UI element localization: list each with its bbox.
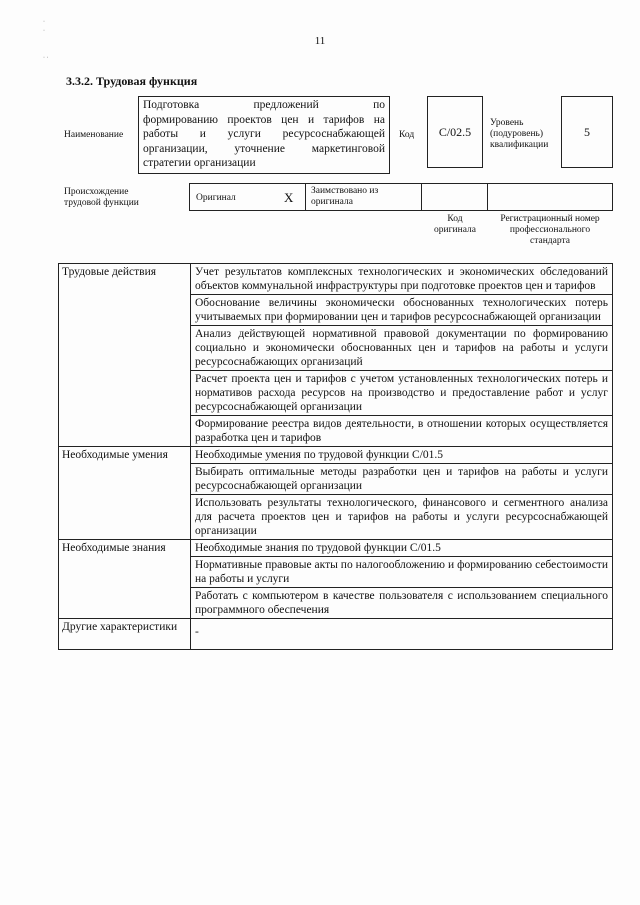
borrowed-cell	[311, 186, 419, 208]
name-label: Наименование	[64, 130, 124, 140]
table-cell: Использовать результаты технологического, финансового и сегментного анализа для расчета проектов цен и тарифов на работы и услуги ресурсоснабжающей организации	[191, 495, 613, 540]
table-cell: Необходимые знания по трудовой функции С/01.5	[191, 540, 613, 557]
table-row	[59, 447, 613, 464]
table-cell: -	[191, 619, 613, 650]
reg-number-line: профессионального	[509, 225, 591, 235]
origin-label-line: трудовой функции	[64, 198, 139, 208]
table-cell: Расчет проекта цен и тарифов с учетом установленных технологических потерь и нормативов расхода ресурсов на производство и предоставление работ и услуг ресурсоснабжающей организации	[191, 371, 613, 416]
borrowed-label-line: Заимствовано из	[311, 186, 379, 196]
page-number: 11	[314, 35, 326, 47]
row-label: Необходимые знания	[59, 540, 191, 619]
table-cell: Работать с компьютером в качестве пользователя с использованием специального программного обеспечения	[191, 588, 613, 619]
code-original-line: оригинала	[434, 225, 476, 235]
level-label	[490, 118, 548, 151]
row-label: Трудовые действия	[59, 264, 191, 447]
table-row	[59, 264, 613, 295]
code-value: C/02.5	[438, 124, 472, 139]
divider	[421, 184, 422, 210]
borrowed-label-line: оригинала	[311, 197, 353, 207]
reg-number-line: Регистрационный номер	[500, 214, 600, 224]
table-cell: Обоснование величины экономически обоснованных технологических потерь учитываемых при формировании цен и тарифов ресурсоснабжающей организации	[191, 295, 613, 326]
table-cell: Анализ действующей нормативной правовой документации по формированию социально и экономически обоснованных цен и тарифов на работы и услуги ресурсоснабжающих организаций	[191, 326, 613, 371]
function-name-line: формированию проектов цен и тарифов на	[143, 113, 385, 126]
original-label: Оригинал	[196, 193, 236, 203]
level-value-box	[561, 96, 613, 168]
function-details-table	[58, 263, 613, 650]
level-label-line: Уровень	[490, 118, 524, 128]
table-cell: Необходимые умения по трудовой функции С/01.5	[191, 447, 613, 464]
level-label-line: (подуровень)	[490, 129, 544, 139]
table-cell: Учет результатов комплексных технологических и экономических обследований объектов коммунальной инфраструктуры при подготовке проектов цен и тарифов	[191, 264, 613, 295]
section-heading: 3.3.2. Трудовая функция	[66, 74, 198, 88]
code-original-line: Код	[447, 214, 463, 224]
function-name-box	[138, 96, 390, 174]
scan-specks: · · · ·	[43, 19, 49, 61]
original-mark: X	[284, 190, 294, 205]
table-row	[59, 540, 613, 557]
divider	[487, 184, 488, 210]
original-cell	[190, 184, 306, 210]
origin-row	[189, 183, 613, 211]
origin-label-line: Происхождение	[64, 187, 129, 197]
reg-number-line: стандарта	[530, 236, 570, 246]
table-row	[59, 619, 613, 650]
function-name-line: организации, уточнение маркетинговой	[143, 142, 385, 155]
table-cell: Выбирать оптимальные методы разработки цен и тарифов на работы и услуги ресурсоснабжающей организации	[191, 464, 613, 495]
function-name-line: работы и услуги ресурсоснабжающей	[143, 128, 385, 140]
table-cell: Формирование реестра видов деятельности, в отношении которых осуществляется разработка цен и тарифов	[191, 416, 613, 447]
table-cell: Нормативные правовые акты по налогообложению и формированию себестоимости на работы и услуги	[191, 557, 613, 588]
code-original-caption	[424, 214, 486, 236]
level-label-line: квалификации	[490, 140, 549, 150]
function-name-line: Подготовка предложений по	[143, 99, 385, 111]
origin-label	[64, 187, 139, 209]
code-value-box	[427, 96, 483, 168]
code-label: Код	[399, 130, 415, 140]
row-label: Необходимые умения	[59, 447, 191, 540]
level-value: 5	[584, 124, 590, 139]
function-name-line: стратегии организации	[143, 157, 256, 169]
row-label: Другие характеристики	[59, 619, 191, 650]
reg-number-caption	[487, 214, 613, 247]
